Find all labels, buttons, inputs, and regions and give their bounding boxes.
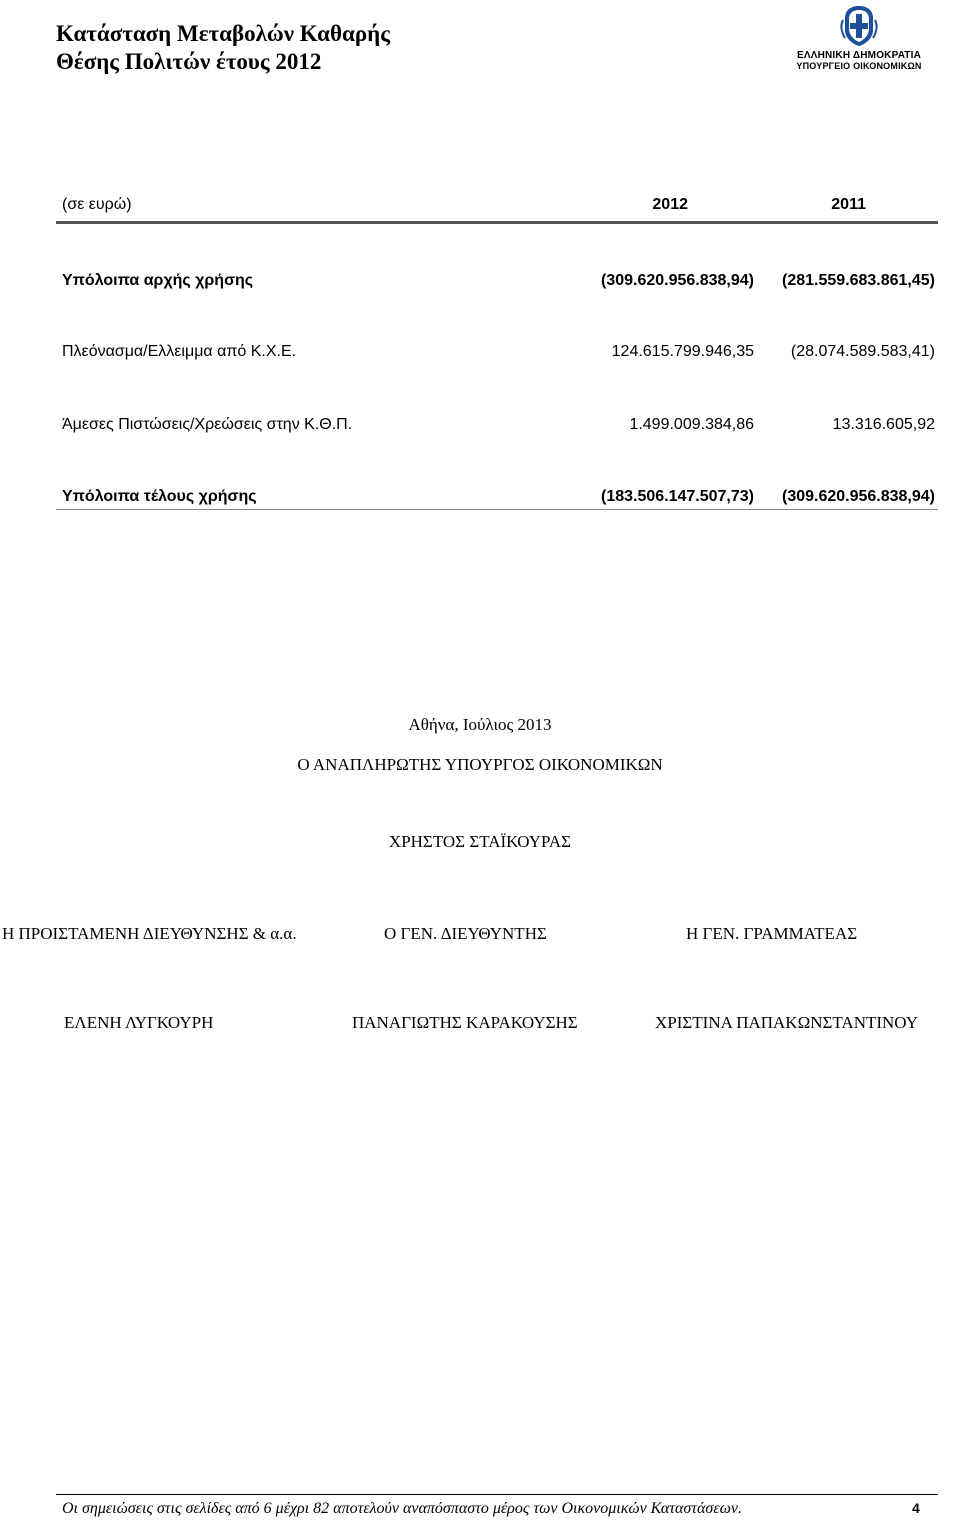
table-header-row bbox=[62, 196, 938, 218]
header-rule bbox=[56, 221, 938, 224]
title-line-2: Θέσης Πολιτών έτους 2012 bbox=[56, 49, 322, 74]
table-row bbox=[62, 343, 938, 365]
row-value-2011: (281.559.683.861,45) bbox=[781, 272, 935, 289]
row-value-2012: 1.499.009.384,86 bbox=[629, 416, 754, 433]
row-label: Υπόλοιπα αρχής χρήσης bbox=[62, 272, 254, 289]
table-row bbox=[62, 272, 938, 294]
name-director: ΕΛΕΝΗ ΛΥΓΚΟΥΡΗ bbox=[64, 1013, 214, 1032]
row-value-2011: (28.074.589.583,41) bbox=[790, 343, 935, 360]
row-value-2012: (183.506.147.507,73) bbox=[600, 488, 754, 505]
minister-title: Ο ΑΝΑΠΛΗΡΩΤΗΣ ΥΠΟΥΡΓΟΣ ΟΙΚΟΝΟΜΙΚΩΝ bbox=[297, 755, 663, 774]
name-general-secretary: ΧΡΙΣΤΙΝΑ ΠΑΠΑΚΩΝΣΤΑΝΤΙΝΟΥ bbox=[655, 1013, 918, 1032]
name-general-director: ΠΑΝΑΓΙΩΤΗΣ ΚΑΡΑΚΟΥΣΗΣ bbox=[352, 1013, 578, 1032]
total-rule bbox=[56, 509, 938, 510]
row-value-2011: (309.620.956.838,94) bbox=[781, 488, 935, 505]
row-label: Άμεσες Πιστώσεις/Χρεώσεις στην Κ.Θ.Π. bbox=[62, 416, 353, 433]
title-line-1: Κατάσταση Μεταβολών Καθαρής bbox=[56, 21, 390, 46]
row-label: Πλεόνασμα/Ελλειμμα από Κ.Χ.Ε. bbox=[62, 343, 297, 360]
year-2011-header: 2011 bbox=[831, 196, 866, 213]
unit-label: (σε ευρώ) bbox=[62, 196, 132, 213]
table-row bbox=[62, 488, 938, 510]
coat-of-arms-icon bbox=[839, 4, 879, 48]
logo-line-2: ΥΠΟΥΡΓΕΙΟ ΟΙΚΟΝΟΜΙΚΩΝ bbox=[796, 61, 922, 71]
row-value-2011: 13.316.605,92 bbox=[832, 416, 935, 433]
role-general-secretary: Η ΓΕΝ. ΓΡΑΜΜΑΤΕΑΣ bbox=[686, 924, 858, 943]
place-date: Αθήνα, Ιούλιος 2013 bbox=[408, 715, 552, 734]
role-general-director: Ο ΓΕΝ. ΔΙΕΥΘΥΝΤΗΣ bbox=[384, 924, 547, 943]
logo-line-1: ΕΛΛΗΝΙΚΗ ΔΗΜΟΚΡΑΤΙΑ bbox=[796, 50, 922, 61]
role-director: Η ΠΡΟΙΣΤΑΜΕΝΗ ΔΙΕΥΘΥΝΣΗΣ & α.α. bbox=[2, 924, 297, 943]
row-value-2012: (309.620.956.838,94) bbox=[600, 272, 754, 289]
table-row bbox=[62, 416, 938, 438]
document-title bbox=[56, 20, 390, 76]
row-value-2012: 124.615.799.946,35 bbox=[611, 343, 754, 360]
year-2012-header: 2012 bbox=[652, 196, 688, 213]
page-number: 4 bbox=[912, 1500, 920, 1516]
footer-note: Οι σημειώσεις στις σελίδες από 6 μέχρι 82 αποτελούν αναπόσπαστο μέρος των Οικονομικών Καταστάσεων. bbox=[62, 1500, 743, 1517]
row-label: Υπόλοιπα τέλους χρήσης bbox=[62, 488, 257, 505]
footer-rule bbox=[56, 1494, 938, 1495]
minister-name: ΧΡΗΣΤΟΣ ΣΤΑΪΚΟΥΡΑΣ bbox=[388, 832, 572, 851]
ministry-logo bbox=[780, 4, 938, 76]
